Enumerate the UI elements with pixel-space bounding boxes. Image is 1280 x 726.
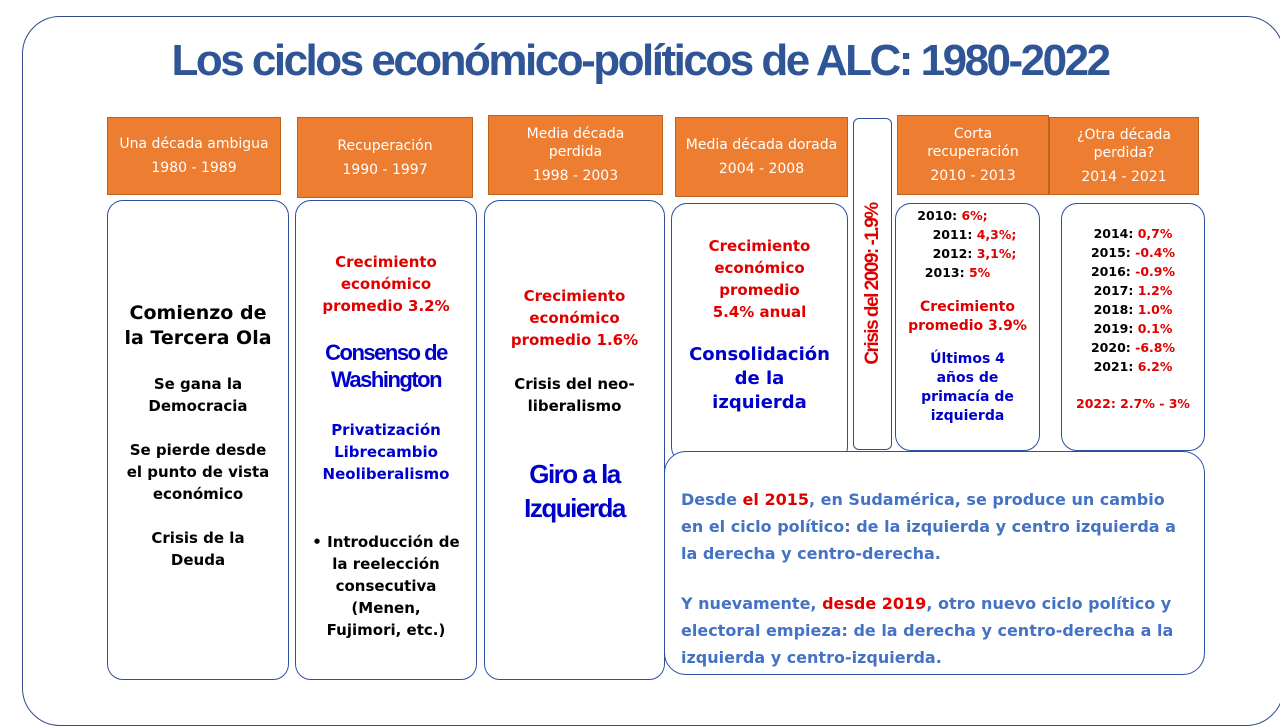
year-value: 5%	[968, 265, 991, 280]
header-otra-decada-perdida	[1049, 117, 1199, 195]
year-value: 1.0%	[1137, 302, 1173, 317]
header-media-decada-dorada	[675, 117, 848, 197]
col4-consolidation: Consolidación de la izquierda	[689, 344, 830, 413]
col3-left-turn: Giro a la Izquierda	[524, 459, 625, 523]
col2-neoliberalism: Neoliberalismo	[322, 465, 450, 483]
column-1980-1989	[107, 200, 289, 680]
col5-growth: Crecimiento promedio 3.9%	[908, 299, 1027, 334]
note-paragraph-2015	[681, 486, 1190, 567]
year-label: 2017:	[1093, 283, 1134, 298]
crisis-2009-label: Crisis del 2009: -1.9%	[861, 203, 883, 365]
col4-growth-value: 5.4% anual	[712, 303, 807, 321]
year-value: 4,3%;	[976, 227, 1017, 242]
col2-growth: Crecimiento económico promedio 3.2%	[322, 253, 450, 315]
year-value: 1.2%	[1137, 283, 1173, 298]
header-label: Media década dorada	[685, 137, 838, 153]
year-label: 2015:	[1090, 245, 1131, 260]
col5-left-primacy: Últimos 4 años de primacía de izquierda	[921, 351, 1014, 424]
slide-title: Los ciclos económico-políticos de ALC: 1980-2022	[171, 36, 1109, 85]
header-years: 1980 - 1989	[151, 160, 237, 176]
political-cycle-note	[664, 451, 1205, 675]
note-text: , en Sudamérica, se produce un cambio en el ciclo político: de la izquierda y centro izquierda a la derecha y centro-derecha.	[681, 490, 1176, 563]
year-row	[917, 206, 987, 225]
col5-year-list	[917, 206, 1017, 282]
note-highlight: el 2015	[742, 490, 809, 509]
year-row	[931, 244, 1017, 263]
col2-free-trade: Librecambio	[334, 443, 438, 461]
col1-debt-crisis: Crisis de la Deuda	[151, 529, 245, 569]
year-row	[917, 263, 997, 282]
year-row	[1091, 262, 1175, 281]
year-label: 2016:	[1090, 264, 1131, 279]
header-label: Una década ambigua	[119, 136, 269, 152]
year-label: 2014:	[1093, 226, 1134, 241]
col2-privatization: Privatización	[331, 421, 441, 439]
col1-heading: Comienzo de la Tercera Ola	[124, 302, 272, 349]
header-recuperacion	[297, 117, 473, 198]
header-label: ¿Otra década perdida?	[1077, 127, 1171, 161]
note-text: Desde	[681, 490, 743, 509]
column-2010-2013	[895, 203, 1040, 451]
year-row	[931, 225, 1017, 244]
col4-growth: Crecimiento económico promedio	[708, 237, 811, 299]
note-text: , otro nuevo ciclo político y electoral empieza: de la derecha y centro-derecha a la izquierda y centro-izquierda.	[681, 594, 1174, 667]
col3-growth: Crecimiento económico promedio 1.6%	[510, 287, 639, 349]
year-row	[1091, 319, 1175, 338]
header-media-decada-perdida	[488, 115, 663, 195]
year-label: 2018:	[1093, 302, 1134, 317]
column-1998-2003	[484, 200, 665, 680]
header-years: 1998 - 2003	[532, 168, 619, 184]
year-row	[1091, 338, 1175, 357]
year-value: 0,7%	[1137, 226, 1173, 241]
year-value: 6.2%	[1137, 359, 1173, 374]
col6-year-list	[1091, 224, 1175, 376]
year-row	[1091, 281, 1175, 300]
year-row	[1091, 243, 1175, 262]
year-label: 2021:	[1093, 359, 1134, 374]
crisis-2009-box	[853, 118, 892, 450]
year-value: 6%;	[961, 208, 988, 223]
header-years: 2004 - 2008	[718, 161, 805, 177]
header-years: 2014 - 2021	[1081, 169, 1167, 185]
header-years: 1990 - 1997	[342, 161, 428, 178]
col2-consensus: Consenso de Washington	[325, 340, 447, 392]
header-decada-ambigua	[107, 117, 281, 195]
year-label: 2019:	[1093, 321, 1134, 336]
col6-forecast-2022: 2022: 2.7% - 3%	[1076, 396, 1190, 411]
note-paragraph-2019	[681, 590, 1190, 671]
col2-reelection: • Introducción de la reelección consecutiva (Menen, Fujimori, etc.)	[312, 533, 460, 639]
year-row	[1091, 357, 1175, 376]
col1-economy: Se pierde desde el punto de vista económico	[126, 441, 270, 503]
header-label: Recuperación	[337, 137, 433, 154]
header-years: 2010 - 2013	[930, 168, 1016, 184]
note-highlight: desde 2019	[822, 594, 927, 613]
year-value: 0.1%	[1137, 321, 1173, 336]
year-value: -6.8%	[1135, 340, 1175, 355]
year-row	[1091, 300, 1175, 319]
year-label: 2010:	[917, 208, 958, 223]
year-label: 2011:	[932, 227, 973, 242]
col3-crisis: Crisis del neo-liberalismo	[514, 375, 635, 415]
column-2014-2021	[1061, 203, 1205, 451]
header-label: Media década perdida	[526, 126, 625, 160]
year-value: -0.4%	[1135, 245, 1175, 260]
year-value: -0.9%	[1135, 264, 1175, 279]
year-row	[1091, 224, 1175, 243]
year-label: 2012:	[932, 246, 973, 261]
column-1990-1997	[295, 200, 477, 680]
year-value: 3,1%;	[976, 246, 1017, 261]
year-label: 2013:	[924, 265, 965, 280]
col1-democracy: Se gana la Democracia	[148, 375, 248, 415]
note-text: Y nuevamente,	[681, 594, 823, 613]
year-label: 2020:	[1090, 340, 1131, 355]
header-label: Corta recuperación	[927, 126, 1019, 160]
header-corta-recuperacion	[897, 115, 1049, 195]
column-2004-2008	[671, 203, 848, 463]
